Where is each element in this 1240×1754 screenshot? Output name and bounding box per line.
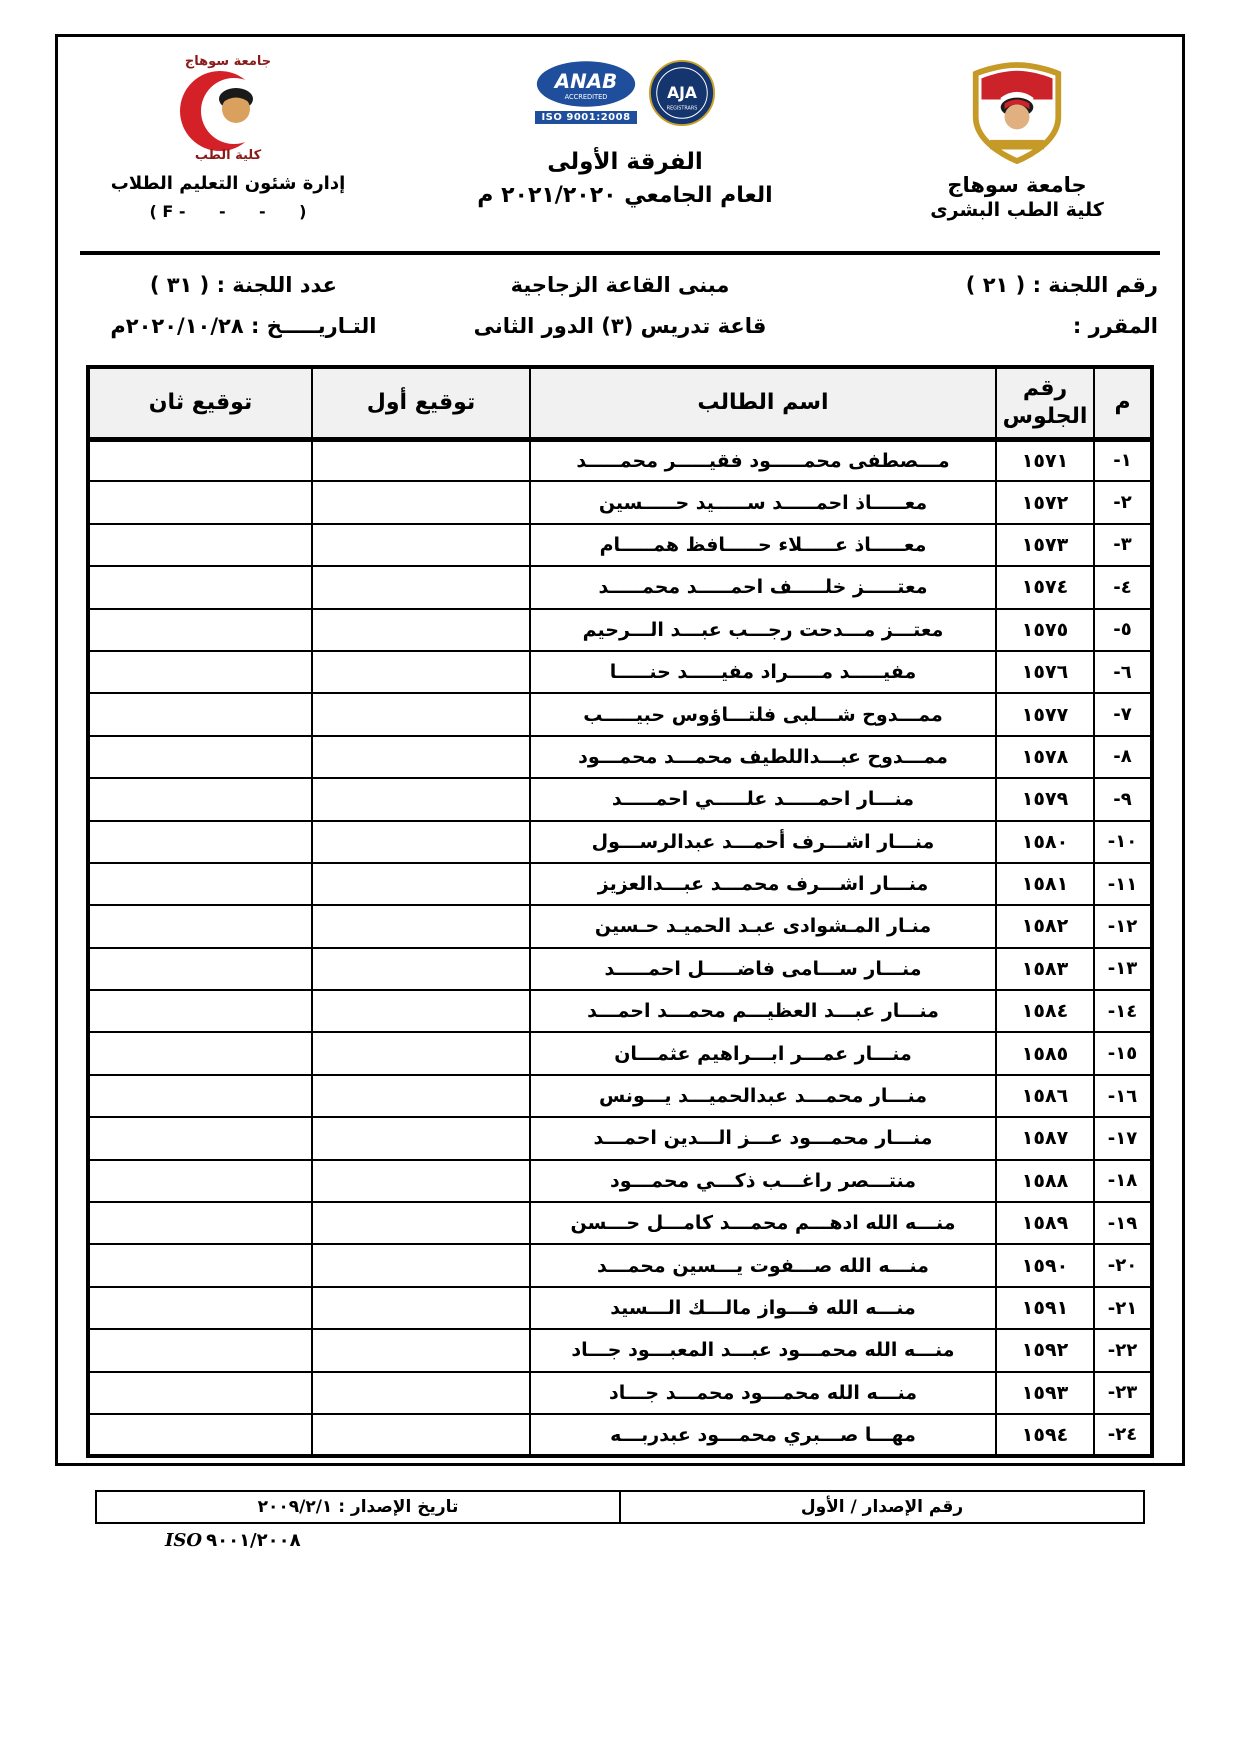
student-name-cell: منتـــصر راغـــب ذكـــي محمـــود xyxy=(530,1160,996,1202)
anab-accredited-text: ACCREDITED xyxy=(564,93,608,102)
table-row xyxy=(88,651,1152,693)
student-table-body xyxy=(88,439,1152,1456)
col-header-signature2: توقيع ثان xyxy=(88,367,312,439)
anab-logo xyxy=(534,59,638,124)
signature2-cell xyxy=(88,863,312,905)
signature2-cell xyxy=(88,1117,312,1159)
signature1-cell xyxy=(312,481,530,523)
seat-number-cell: ١٥٩٣ xyxy=(996,1372,1094,1414)
seat-number-cell: ١٥٨٧ xyxy=(996,1117,1094,1159)
student-name-cell: منـار المـشوادى عبـد الحميـد حـسين xyxy=(530,905,996,947)
student-name-cell: منـــه الله فـــواز مالـــك الـــسيد xyxy=(530,1287,996,1329)
student-name-cell: منـــه الله ادهـــم محمـــد كامـــل حـــسن xyxy=(530,1202,996,1244)
course-label: المقرر : xyxy=(1072,313,1158,338)
table-row xyxy=(88,1372,1152,1414)
signature2-cell xyxy=(88,1202,312,1244)
building-label: مبنى القاعة الزجاجية xyxy=(510,273,730,297)
student-name-cell: منـــار محمـــد عبدالحميـــد يـــونس xyxy=(530,1075,996,1117)
student-name-cell: ممـــدوح عبـــداللطيف محمـــد محمـــود xyxy=(530,736,996,778)
college-logo-icon xyxy=(144,51,312,163)
signature2-cell xyxy=(88,1075,312,1117)
student-name-cell: معتـــز مـــدحت رجـــب عبـــد الـــرحيم xyxy=(530,609,996,651)
signature2-cell xyxy=(88,1032,312,1074)
table-header-row xyxy=(88,367,1152,439)
table-row xyxy=(88,481,1152,523)
index-cell: ١٥- xyxy=(1094,1032,1152,1074)
signature2-cell xyxy=(88,948,312,990)
college-logo-bottom-text: كلية الطب xyxy=(194,148,262,163)
seat-number-cell: ١٥٨٥ xyxy=(996,1032,1094,1074)
header xyxy=(78,45,1162,251)
signature2-cell xyxy=(88,990,312,1032)
signature1-cell xyxy=(312,693,530,735)
table-row xyxy=(88,863,1152,905)
table-row xyxy=(88,1032,1152,1074)
signature1-cell xyxy=(312,736,530,778)
committee-location-block xyxy=(416,265,825,353)
seat-number-cell: ١٥٧١ xyxy=(996,439,1094,481)
document-frame xyxy=(55,34,1185,1466)
table-row xyxy=(88,1244,1152,1286)
student-name-cell: منـــار عبـــد العظيـــم محمـــد احمـــد xyxy=(530,990,996,1032)
title-block xyxy=(425,45,825,208)
signature1-cell xyxy=(312,990,530,1032)
seat-number-cell: ١٥٩٠ xyxy=(996,1244,1094,1286)
footer xyxy=(95,1490,1145,1551)
seat-number-cell: ١٥٧٨ xyxy=(996,736,1094,778)
index-cell: ٢٤- xyxy=(1094,1414,1152,1456)
footer-table xyxy=(95,1490,1145,1524)
signature2-cell xyxy=(88,651,312,693)
signature1-cell xyxy=(312,1414,530,1456)
signature1-cell xyxy=(312,1287,530,1329)
table-row xyxy=(88,948,1152,990)
table-row xyxy=(88,736,1152,778)
signature2-cell xyxy=(88,566,312,608)
signature1-cell xyxy=(312,1117,530,1159)
footer-row xyxy=(96,1491,1144,1523)
index-cell: ١٠- xyxy=(1094,821,1152,863)
index-cell: ٧- xyxy=(1094,693,1152,735)
index-cell: ٥- xyxy=(1094,609,1152,651)
seat-number-cell: ١٥٧٧ xyxy=(996,693,1094,735)
student-name-cell: منـــار اشـــرف أحمـــد عبدالرســـول xyxy=(530,821,996,863)
form-code: ( F - - - ) xyxy=(149,202,307,221)
table-row xyxy=(88,1117,1152,1159)
index-cell: ١٨- xyxy=(1094,1160,1152,1202)
table-row xyxy=(88,821,1152,863)
faculty-name: كلية الطب البشرى xyxy=(930,199,1104,221)
committee-count: عدد اللجنة : ( ٣١ ) xyxy=(149,273,337,297)
student-name-cell: مهـــا صـــبري محمـــود عبدربـــه xyxy=(530,1414,996,1456)
table-row xyxy=(88,1414,1152,1456)
signature2-cell xyxy=(88,1329,312,1371)
signature2-cell xyxy=(88,1372,312,1414)
signature1-cell xyxy=(312,863,530,905)
university-block xyxy=(872,45,1162,221)
signature1-cell xyxy=(312,439,530,481)
signature1-cell xyxy=(312,651,530,693)
index-cell: ١٩- xyxy=(1094,1202,1152,1244)
grade-title: الفرقة الأولى xyxy=(547,149,703,175)
signature2-cell xyxy=(88,1287,312,1329)
seat-number-cell: ١٥٨٣ xyxy=(996,948,1094,990)
index-cell: ١- xyxy=(1094,439,1152,481)
table-row xyxy=(88,439,1152,481)
index-cell: ١٢- xyxy=(1094,905,1152,947)
index-cell: ١٧- xyxy=(1094,1117,1152,1159)
index-cell: ٢٠- xyxy=(1094,1244,1152,1286)
student-name-cell: منـــار عمـــر ابـــراهيم عثمـــان xyxy=(530,1032,996,1074)
student-name-cell: منـــه الله محمـــود محمـــد جـــاد xyxy=(530,1372,996,1414)
table-row xyxy=(88,1329,1152,1371)
index-cell: ١٣- xyxy=(1094,948,1152,990)
seat-number-cell: ١٥٨٢ xyxy=(996,905,1094,947)
student-name-cell: مـــصطفى محمـــــود فقيـــــر محمـــــد xyxy=(530,439,996,481)
committee-left-block xyxy=(82,265,405,353)
signature2-cell xyxy=(88,1244,312,1286)
academic-year: العام الجامعي ٢٠٢١/٢٠٢٠ م xyxy=(477,183,773,208)
signature1-cell xyxy=(312,609,530,651)
signature1-cell xyxy=(312,1202,530,1244)
table-row xyxy=(88,609,1152,651)
student-name-cell: منـــه الله صـــفوت يـــسين محمـــد xyxy=(530,1244,996,1286)
anab-iso-tag: ISO 9001:2008 xyxy=(535,111,636,124)
table-row xyxy=(88,524,1152,566)
index-cell: ٩- xyxy=(1094,778,1152,820)
student-name-cell: منـــار اشـــرف محمـــد عبـــدالعزيز xyxy=(530,863,996,905)
student-name-cell: معتـــــز خلـــــف احمـــــد محمـــــد xyxy=(530,566,996,608)
seat-number-cell: ١٥٧٣ xyxy=(996,524,1094,566)
index-cell: ١٤- xyxy=(1094,990,1152,1032)
signature2-cell xyxy=(88,821,312,863)
attendance-table xyxy=(86,365,1154,1458)
index-cell: ٢٣- xyxy=(1094,1372,1152,1414)
index-cell: ٨- xyxy=(1094,736,1152,778)
table-row xyxy=(88,693,1152,735)
exam-date: التـاريـــــخ : ٢٠٢٠/١٠/٢٨م xyxy=(110,313,377,338)
index-cell: ٢٢- xyxy=(1094,1329,1152,1371)
committee-right-block xyxy=(835,265,1158,353)
table-row xyxy=(88,566,1152,608)
seat-number-cell: ١٥٧٩ xyxy=(996,778,1094,820)
index-cell: ٢١- xyxy=(1094,1287,1152,1329)
header-divider xyxy=(80,251,1160,255)
signature2-cell xyxy=(88,693,312,735)
seat-number-cell: ١٥٨٤ xyxy=(996,990,1094,1032)
signature1-cell xyxy=(312,524,530,566)
seat-number-cell: ١٥٨٠ xyxy=(996,821,1094,863)
university-emblem-icon xyxy=(969,61,1065,165)
seat-number-cell: ١٥٧٢ xyxy=(996,481,1094,523)
student-name-cell: منـــه الله محمـــود عبـــد المعبـــود جـــاد xyxy=(530,1329,996,1371)
student-name-cell: منـــار ســـامى فاضـــــل احمـــــد xyxy=(530,948,996,990)
table-row xyxy=(88,1075,1152,1117)
signature1-cell xyxy=(312,948,530,990)
index-cell: ١٦- xyxy=(1094,1075,1152,1117)
index-cell: ١١- xyxy=(1094,863,1152,905)
seat-number-cell: ١٥٩١ xyxy=(996,1287,1094,1329)
iso-label: ISO xyxy=(165,1530,203,1551)
student-name-cell: ممـــدوح شـــلبى فلتـــاؤوس حبيـــــب xyxy=(530,693,996,735)
index-cell: ٣- xyxy=(1094,524,1152,566)
seat-number-cell: ١٥٧٤ xyxy=(996,566,1094,608)
signature2-cell xyxy=(88,609,312,651)
signature1-cell xyxy=(312,1244,530,1286)
anab-oval-icon xyxy=(534,59,638,109)
aja-text: AJA xyxy=(667,83,697,102)
aja-logo xyxy=(648,59,716,127)
table-row xyxy=(88,990,1152,1032)
col-header-name: اسم الطالب xyxy=(530,367,996,439)
iso-certification xyxy=(95,1530,1145,1551)
signature1-cell xyxy=(312,566,530,608)
student-name-cell: منـــار محمـــود عـــز الـــدين احمـــد xyxy=(530,1117,996,1159)
index-cell: ٢- xyxy=(1094,481,1152,523)
col-header-seat: رقم الجلوس xyxy=(996,367,1094,439)
table-row xyxy=(88,1202,1152,1244)
signature1-cell xyxy=(312,1075,530,1117)
signature1-cell xyxy=(312,1032,530,1074)
seat-number-cell: ١٥٧٦ xyxy=(996,651,1094,693)
table-row xyxy=(88,1160,1152,1202)
signature1-cell xyxy=(312,778,530,820)
college-logo-top-text: جامعة سوهاج xyxy=(184,54,272,69)
seat-number-cell: ١٥٨٦ xyxy=(996,1075,1094,1117)
signature2-cell xyxy=(88,778,312,820)
iso-number: ٩٠٠١/٢٠٠٨ xyxy=(206,1530,301,1551)
committee-info xyxy=(82,265,1158,353)
signature2-cell xyxy=(88,1414,312,1456)
certification-logos xyxy=(425,59,825,145)
table-row xyxy=(88,778,1152,820)
admin-office-label: إدارة شئون التعليم الطلاب xyxy=(110,173,346,194)
signature2-cell xyxy=(88,524,312,566)
issue-date: تاريخ الإصدار : ٢٠٠٩/٢/١ xyxy=(96,1491,620,1523)
index-cell: ٦- xyxy=(1094,651,1152,693)
signature1-cell xyxy=(312,1160,530,1202)
seat-number-cell: ١٥٩٢ xyxy=(996,1329,1094,1371)
admin-block xyxy=(78,45,378,221)
signature2-cell xyxy=(88,736,312,778)
seat-number-cell: ١٥٨٩ xyxy=(996,1202,1094,1244)
issue-number: رقم الإصدار / الأول xyxy=(620,1491,1144,1523)
signature1-cell xyxy=(312,1329,530,1371)
seat-number-cell: ١٥٨١ xyxy=(996,863,1094,905)
signature1-cell xyxy=(312,821,530,863)
student-name-cell: منـــار احمـــــد علـــــي احمـــــد xyxy=(530,778,996,820)
col-header-index: م xyxy=(1094,367,1152,439)
university-name: جامعة سوهاج xyxy=(947,173,1087,197)
index-cell: ٤- xyxy=(1094,566,1152,608)
anab-text: ANAB xyxy=(554,69,618,93)
table-row xyxy=(88,905,1152,947)
table-row xyxy=(88,1287,1152,1329)
signature2-cell xyxy=(88,439,312,481)
signature1-cell xyxy=(312,905,530,947)
seat-number-cell: ١٥٨٨ xyxy=(996,1160,1094,1202)
seat-number-cell: ١٥٩٤ xyxy=(996,1414,1094,1456)
signature2-cell xyxy=(88,1160,312,1202)
signature2-cell xyxy=(88,905,312,947)
student-name-cell: معـــــاذ احمـــــد ســـــيد حـــــسين xyxy=(530,481,996,523)
hall-label: قاعة تدريس (٣) الدور الثانى xyxy=(473,313,767,338)
col-header-signature1: توقيع أول xyxy=(312,367,530,439)
student-name-cell: معـــــاذ عـــــلاء حـــــافظ همـــــام xyxy=(530,524,996,566)
committee-number: رقم اللجنة : ( ٢١ ) xyxy=(965,273,1158,297)
signature2-cell xyxy=(88,481,312,523)
signature1-cell xyxy=(312,1372,530,1414)
seat-number-cell: ١٥٧٥ xyxy=(996,609,1094,651)
student-name-cell: مفيـــــد مـــــراد مفيـــــد حنـــــا xyxy=(530,651,996,693)
aja-sub-text: REGISTRARS xyxy=(666,105,698,112)
